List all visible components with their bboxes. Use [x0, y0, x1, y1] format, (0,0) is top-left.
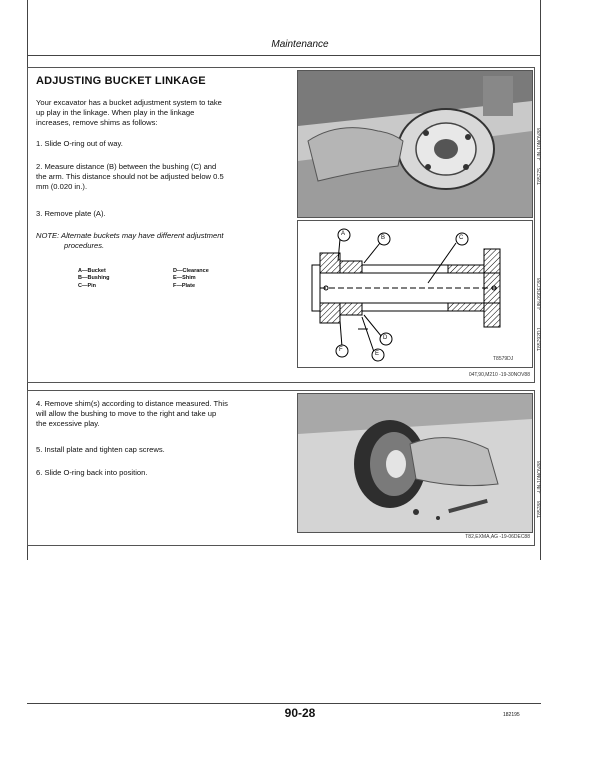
step-2-line: 2. Measure distance (B) between the bushing (C) and — [36, 162, 217, 171]
diagram-figure-code: T8579DJ — [493, 356, 514, 362]
diagram-label-f: F — [339, 347, 343, 353]
note — [36, 231, 224, 251]
step-2-line: mm (0.020 in.). — [36, 182, 88, 192]
footer-rule — [27, 703, 541, 704]
legend-item: D—Clearance — [173, 268, 209, 274]
legend-right — [173, 268, 209, 290]
step-4 — [36, 399, 298, 430]
step-4-line: will allow the bushing to move to the right and take up — [36, 409, 217, 419]
diagram-bucket-linkage — [297, 220, 533, 368]
legend-item: C—Pin — [78, 282, 97, 289]
section-adjusting-linkage — [27, 67, 543, 383]
diagram-label-d: D — [383, 335, 388, 341]
diagram-code: T85792DJ — [537, 328, 543, 352]
step-4-line: the excessive play. — [36, 419, 100, 429]
diagram-label-e: E — [375, 351, 380, 357]
legend-item: E—Shim — [173, 275, 196, 282]
section1-reference: 04T,90,M210 -19-30NOV88 — [468, 372, 530, 378]
photo1-code: -UN-10NOV88 — [537, 128, 543, 161]
section-heading: ADJUSTING BUCKET LINKAGE — [36, 75, 206, 87]
section-remove-shims — [27, 390, 543, 546]
header-rule — [27, 55, 541, 56]
photo2-code: T85788 — [537, 501, 543, 518]
note-line: NOTE: Alternate buckets may have different adjustment — [36, 231, 224, 240]
legend-item: A—Bucket — [78, 268, 106, 274]
step-5: 5. Install plate and tighten cap screws. — [36, 445, 165, 454]
footer-code: 182195 — [503, 712, 520, 718]
page-number: 90-28 — [284, 706, 316, 720]
intro-line: Your excavator has a bucket adjustment system to take — [36, 98, 222, 107]
legend-item: B—Bushing — [78, 275, 110, 282]
diagram-label-c: C — [459, 235, 464, 241]
step-4-line: 4. Remove shim(s) according to distance measured. This — [36, 399, 228, 408]
legend-left — [78, 268, 109, 290]
step-2-line: the arm. This distance should not be adjusted below 0.5 — [36, 172, 224, 182]
step-2 — [36, 162, 298, 193]
photo-shim-removal-drawing — [298, 394, 532, 532]
diagram-label-b: B — [381, 235, 386, 241]
section2-reference: T82,EXMA,AG -19-06DEC88 — [465, 534, 530, 540]
note-line: procedures. — [64, 241, 105, 251]
photo-shim-removal — [297, 393, 533, 533]
photo-bucket-pin-drawing — [298, 71, 532, 217]
diagram-bucket-linkage-drawing — [298, 221, 532, 367]
diagram-code: -UN-09DEC88 — [537, 278, 543, 311]
diagram-label-a: A — [341, 231, 346, 237]
step-1: 1. Slide O-ring out of way. — [36, 139, 123, 148]
photo2-code: -UN-10NOV88 — [537, 461, 543, 494]
photo-bucket-pin — [297, 70, 533, 218]
intro-paragraph — [36, 98, 298, 129]
intro-line: increases, remove shims as follows: — [36, 118, 158, 128]
header-title: Maintenance — [271, 39, 329, 50]
intro-line: up play in the linkage. When play in the linkage — [36, 108, 195, 118]
photo1-code: T85775 — [537, 168, 543, 185]
step-3: 3. Remove plate (A). — [36, 209, 106, 218]
step-6: 6. Slide O-ring back into position. — [36, 468, 148, 477]
legend-item: F—Plate — [173, 282, 196, 289]
